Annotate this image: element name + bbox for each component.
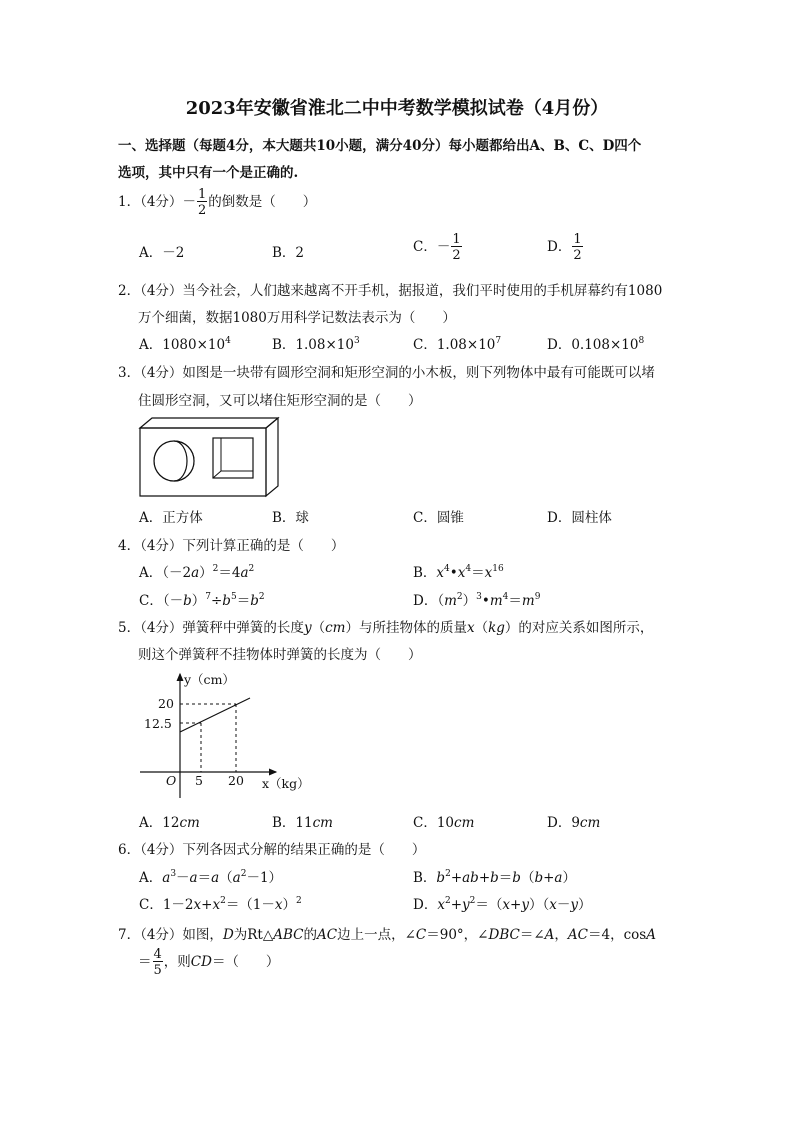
data-line — [180, 698, 250, 732]
question-5-line2: 则这个弹簧秤不挂物体时弹簧的长度为（ ） — [138, 647, 422, 663]
question-3-line1: 3．（4分）如图是一块带有圆形空洞和矩形空洞的小木板，则下列物体中最有可能既可以堵 — [118, 365, 655, 381]
question-3-option-c[interactable]: C．圆锥 — [413, 510, 464, 526]
question-3-option-a[interactable]: A．正方体 — [139, 510, 203, 526]
question-2-option-b[interactable]: B．$1.08\times 10^3$ — [272, 336, 360, 353]
section-heading-line2: 选项，其中只有一个是正确的. — [118, 165, 299, 181]
question-5-option-d[interactable]: D．9cm — [547, 815, 601, 831]
question-6-option-b[interactable]: B．$b^2+ab+b=b(b+a)$ — [413, 869, 576, 886]
question-6-option-d[interactable]: D．$x^2+y^2=(x+y)(x-y)$ — [413, 896, 592, 913]
question-4-option-b[interactable]: B．$x^4•x^4=x^{16}$ — [413, 564, 504, 581]
question-2-line1: 2．（4分）当今社会，人们越来越离不开手机，据报道，我们平时使用的手机屏幕约有1080 — [118, 283, 663, 299]
board-side-face — [266, 418, 278, 496]
question-7-line1: 7．（4分）如图，D为Rt△ABC的AC边上一点，∠C＝90°，∠DBC＝∠A，AC＝4，cosA — [118, 927, 656, 943]
question-4-option-d[interactable]: D．$(m^2)^3•m^4=m^9$ — [413, 592, 541, 609]
question-6-stem: 6．（4分）下列各因式分解的结果正确的是（ ） — [118, 842, 426, 858]
question-5-option-a[interactable]: A．12cm — [139, 815, 200, 831]
question-1-option-b[interactable]: B．2 — [272, 245, 305, 261]
question-1-option-d[interactable]: D． $\frac{1}{2}$ — [547, 232, 582, 263]
section-heading-line1: 一、选择题（每题4分，本大题共10小题，满分40分）每小题都给出A、B、C、D四个 — [118, 138, 642, 154]
origin-label: O — [166, 773, 177, 788]
question-2-option-c[interactable]: C．$1.08\times 10^7$ — [413, 336, 502, 353]
question-5-line1: 5．（4分）弹簧秤中弹簧的长度y（cm）与所挂物体的质量x（kg）的对应关系如图所示， — [118, 620, 654, 636]
question-4-option-a[interactable]: A．$(-2a)^2=4a^2$ — [139, 564, 255, 581]
question-2-option-d[interactable]: D．$0.108\times 10^8$ — [547, 336, 645, 353]
question-5-option-c[interactable]: C．10cm — [413, 815, 475, 831]
question-3-option-b[interactable]: B．球 — [272, 510, 309, 526]
question-4-option-c[interactable]: C．$(-b)^7\div b^5=b^2$ — [139, 592, 265, 609]
question-5-option-b[interactable]: B．11cm — [272, 815, 333, 831]
question-7-line2: ＝ $\frac{4}{5}$ ，则CD＝（ ） — [138, 947, 280, 978]
question-3-line2: 住圆形空洞，又可以堵住矩形空洞的是（ ） — [138, 393, 422, 409]
spring-graph — [140, 668, 320, 803]
rectangular-hole — [213, 438, 253, 478]
y-tick-20: 20 — [158, 696, 174, 711]
question-2-line2: 万个细菌，数据1080万用科学记数法表示为（ ） — [138, 310, 456, 326]
y-tick-12-5: 12.5 — [144, 716, 172, 731]
x-axis-label: x（kg） — [262, 776, 310, 791]
question-1-stem: 1．（4分）－ $\frac{1}{2}$ 的倒数是（ ） — [118, 187, 317, 218]
question-6-option-c[interactable]: C．$1-2x+x^2=(1-x)^2$ — [139, 896, 302, 913]
fraction: $\frac{1}{2}$ — [197, 187, 207, 218]
question-3-option-d[interactable]: D．圆柱体 — [547, 510, 612, 526]
question-2-option-a[interactable]: A．$1080\times 10^4$ — [139, 336, 231, 353]
question-4-stem: 4．（4分）下列计算正确的是（ ） — [118, 538, 345, 554]
question-1-option-c[interactable]: C．－ $\frac{1}{2}$ — [413, 232, 461, 263]
question-1-option-a[interactable]: A．－2 — [139, 245, 185, 261]
y-axis-label: y（cm） — [184, 672, 235, 687]
x-tick-20: 20 — [228, 773, 244, 788]
x-tick-5: 5 — [195, 773, 203, 788]
board-top-face — [140, 418, 278, 428]
page-title: 2023年安徽省淮北二中中考数学模拟试卷（4月份） — [185, 98, 609, 119]
question-6-option-a[interactable]: A．$a^3-a=a(a^2-1)$ — [139, 869, 283, 886]
wooden-board-figure — [138, 416, 283, 498]
